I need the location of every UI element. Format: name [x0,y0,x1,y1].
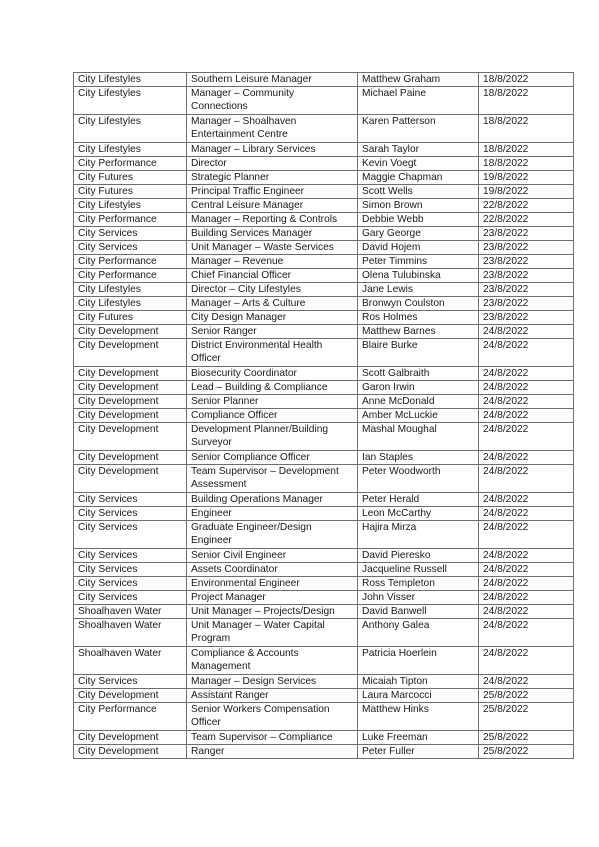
name-cell: Kevin Voegt [358,157,479,171]
role-cell: Engineer [187,507,358,521]
table-row [74,745,574,759]
name-cell: Mashal Moughal [358,423,479,451]
name-cell: Simon Brown [358,199,479,213]
department-cell: City Performance [74,255,187,269]
date-cell: 23/8/2022 [479,255,574,269]
role-cell: Director [187,157,358,171]
role-cell: Senior Ranger [187,325,358,339]
date-cell: 24/8/2022 [479,339,574,367]
name-cell: Bronwyn Coulston [358,297,479,311]
table-row [74,675,574,689]
date-cell: 24/8/2022 [479,423,574,451]
name-cell: Maggie Chapman [358,171,479,185]
date-cell: 24/8/2022 [479,521,574,549]
date-cell: 24/8/2022 [479,577,574,591]
department-cell: Shoalhaven Water [74,605,187,619]
name-cell: Amber McLuckie [358,409,479,423]
name-cell: Micaiah Tipton [358,675,479,689]
date-cell: 19/8/2022 [479,171,574,185]
date-cell: 24/8/2022 [479,563,574,577]
date-cell: 24/8/2022 [479,605,574,619]
role-cell: Manager – Design Services [187,675,358,689]
name-cell: Peter Woodworth [358,465,479,493]
date-cell: 24/8/2022 [479,325,574,339]
date-cell: 24/8/2022 [479,549,574,563]
table-row [74,87,574,115]
department-cell: City Services [74,521,187,549]
table-row [74,157,574,171]
date-cell: 23/8/2022 [479,311,574,325]
table-row [74,325,574,339]
date-cell: 22/8/2022 [479,199,574,213]
date-cell: 24/8/2022 [479,647,574,675]
table-row [74,227,574,241]
department-cell: City Lifestyles [74,297,187,311]
table-row [74,311,574,325]
name-cell: Laura Marcocci [358,689,479,703]
name-cell: David Hojem [358,241,479,255]
table-row [74,143,574,157]
role-cell: Chief Financial Officer [187,269,358,283]
name-cell: Anthony Galea [358,619,479,647]
role-cell: Assets Coordinator [187,563,358,577]
role-cell: Manager – Community Connections [187,87,358,115]
department-cell: City Futures [74,311,187,325]
table-row [74,493,574,507]
date-cell: 18/8/2022 [479,73,574,87]
department-cell: City Performance [74,213,187,227]
name-cell: Scott Galbraith [358,367,479,381]
role-cell: Compliance Officer [187,409,358,423]
name-cell: Gary George [358,227,479,241]
name-cell: Hajira Mirza [358,521,479,549]
table-row [74,367,574,381]
date-cell: 19/8/2022 [479,185,574,199]
role-cell: Unit Manager – Water Capital Program [187,619,358,647]
department-cell: City Lifestyles [74,283,187,297]
table-row [74,591,574,605]
date-cell: 25/8/2022 [479,731,574,745]
name-cell: David Pieresko [358,549,479,563]
name-cell: Ros Holmes [358,311,479,325]
department-cell: City Futures [74,185,187,199]
role-cell: Manager – Library Services [187,143,358,157]
role-cell: Senior Planner [187,395,358,409]
department-cell: City Services [74,675,187,689]
date-cell: 24/8/2022 [479,451,574,465]
role-cell: Team Supervisor – Compliance [187,731,358,745]
role-cell: Senior Civil Engineer [187,549,358,563]
table-row [74,409,574,423]
role-cell: Senior Workers Compensation Officer [187,703,358,731]
role-cell: Biosecurity Coordinator [187,367,358,381]
name-cell: Karen Patterson [358,115,479,143]
date-cell: 24/8/2022 [479,409,574,423]
date-cell: 24/8/2022 [479,395,574,409]
role-cell: Southern Leisure Manager [187,73,358,87]
department-cell: City Services [74,227,187,241]
table-row [74,507,574,521]
date-cell: 25/8/2022 [479,689,574,703]
date-cell: 23/8/2022 [479,241,574,255]
department-cell: City Performance [74,157,187,171]
department-cell: City Development [74,339,187,367]
department-cell: City Futures [74,171,187,185]
table-row [74,171,574,185]
name-cell: Anne McDonald [358,395,479,409]
role-cell: Building Operations Manager [187,493,358,507]
table-row [74,199,574,213]
department-cell: City Services [74,591,187,605]
role-cell: Senior Compliance Officer [187,451,358,465]
table-row [74,605,574,619]
role-cell: Strategic Planner [187,171,358,185]
date-cell: 24/8/2022 [479,507,574,521]
department-cell: City Lifestyles [74,143,187,157]
name-cell: Jane Lewis [358,283,479,297]
department-cell: City Lifestyles [74,73,187,87]
department-cell: City Development [74,395,187,409]
name-cell: Sarah Taylor [358,143,479,157]
name-cell: Peter Fuller [358,745,479,759]
role-cell: City Design Manager [187,311,358,325]
date-cell: 25/8/2022 [479,745,574,759]
department-cell: City Development [74,423,187,451]
department-cell: City Services [74,493,187,507]
name-cell: Peter Herald [358,493,479,507]
department-cell: City Services [74,577,187,591]
date-cell: 23/8/2022 [479,227,574,241]
date-cell: 24/8/2022 [479,367,574,381]
role-cell: Manager – Reporting & Controls [187,213,358,227]
date-cell: 25/8/2022 [479,703,574,731]
date-cell: 24/8/2022 [479,381,574,395]
table-row [74,549,574,563]
role-cell: District Environmental Health Officer [187,339,358,367]
table-row [74,689,574,703]
date-cell: 24/8/2022 [479,619,574,647]
table-row [74,241,574,255]
role-cell: Manager – Arts & Culture [187,297,358,311]
register-table-body [74,73,574,759]
table-row [74,731,574,745]
name-cell: Blaire Burke [358,339,479,367]
register-table [73,72,574,759]
role-cell: Building Services Manager [187,227,358,241]
table-row [74,619,574,647]
table-row [74,283,574,297]
table-row [74,521,574,549]
date-cell: 24/8/2022 [479,493,574,507]
role-cell: Principal Traffic Engineer [187,185,358,199]
name-cell: Ian Staples [358,451,479,465]
table-row [74,255,574,269]
table-row [74,465,574,493]
role-cell: Director – City Lifestyles [187,283,358,297]
name-cell: Patricia Hoerlein [358,647,479,675]
name-cell: Michael Paine [358,87,479,115]
department-cell: City Development [74,465,187,493]
date-cell: 22/8/2022 [479,213,574,227]
table-row [74,269,574,283]
name-cell: Scott Wells [358,185,479,199]
table-row [74,577,574,591]
date-cell: 23/8/2022 [479,269,574,283]
name-cell: Leon McCarthy [358,507,479,521]
department-cell: Shoalhaven Water [74,619,187,647]
role-cell: Graduate Engineer/Design Engineer [187,521,358,549]
table-row [74,213,574,227]
department-cell: City Performance [74,703,187,731]
department-cell: City Development [74,745,187,759]
department-cell: City Development [74,367,187,381]
role-cell: Unit Manager – Projects/Design [187,605,358,619]
department-cell: City Development [74,731,187,745]
name-cell: Matthew Graham [358,73,479,87]
table-row [74,381,574,395]
name-cell: Peter Timmins [358,255,479,269]
role-cell: Manager – Revenue [187,255,358,269]
department-cell: City Performance [74,269,187,283]
department-cell: City Development [74,325,187,339]
role-cell: Team Supervisor – Development Assessment [187,465,358,493]
date-cell: 24/8/2022 [479,465,574,493]
date-cell: 18/8/2022 [479,115,574,143]
date-cell: 18/8/2022 [479,157,574,171]
department-cell: Shoalhaven Water [74,647,187,675]
table-row [74,395,574,409]
name-cell: Luke Freeman [358,731,479,745]
role-cell: Environmental Engineer [187,577,358,591]
date-cell: 18/8/2022 [479,87,574,115]
department-cell: City Services [74,563,187,577]
name-cell: Debbie Webb [358,213,479,227]
table-row [74,647,574,675]
name-cell: Olena Tulubinska [358,269,479,283]
name-cell: Jacqueline Russell [358,563,479,577]
date-cell: 24/8/2022 [479,591,574,605]
department-cell: City Lifestyles [74,87,187,115]
role-cell: Manager – Shoalhaven Entertainment Centre [187,115,358,143]
role-cell: Central Leisure Manager [187,199,358,213]
department-cell: City Services [74,507,187,521]
department-cell: City Development [74,689,187,703]
table-row [74,703,574,731]
role-cell: Assistant Ranger [187,689,358,703]
department-cell: City Services [74,549,187,563]
role-cell: Lead – Building & Compliance [187,381,358,395]
role-cell: Unit Manager – Waste Services [187,241,358,255]
table-row [74,423,574,451]
name-cell: David Banwell [358,605,479,619]
table-row [74,73,574,87]
department-cell: City Services [74,241,187,255]
role-cell: Ranger [187,745,358,759]
name-cell: Garon Irwin [358,381,479,395]
table-row [74,185,574,199]
department-cell: City Lifestyles [74,115,187,143]
name-cell: Ross Templeton [358,577,479,591]
table-row [74,115,574,143]
name-cell: John Visser [358,591,479,605]
table-row [74,339,574,367]
department-cell: City Development [74,381,187,395]
date-cell: 18/8/2022 [479,143,574,157]
department-cell: City Development [74,409,187,423]
date-cell: 23/8/2022 [479,297,574,311]
role-cell: Project Manager [187,591,358,605]
name-cell: Matthew Barnes [358,325,479,339]
table-row [74,563,574,577]
department-cell: City Development [74,451,187,465]
date-cell: 23/8/2022 [479,283,574,297]
role-cell: Compliance & Accounts Management [187,647,358,675]
role-cell: Development Planner/Building Surveyor [187,423,358,451]
date-cell: 24/8/2022 [479,675,574,689]
name-cell: Matthew Hinks [358,703,479,731]
table-row [74,451,574,465]
table-row [74,297,574,311]
department-cell: City Lifestyles [74,199,187,213]
